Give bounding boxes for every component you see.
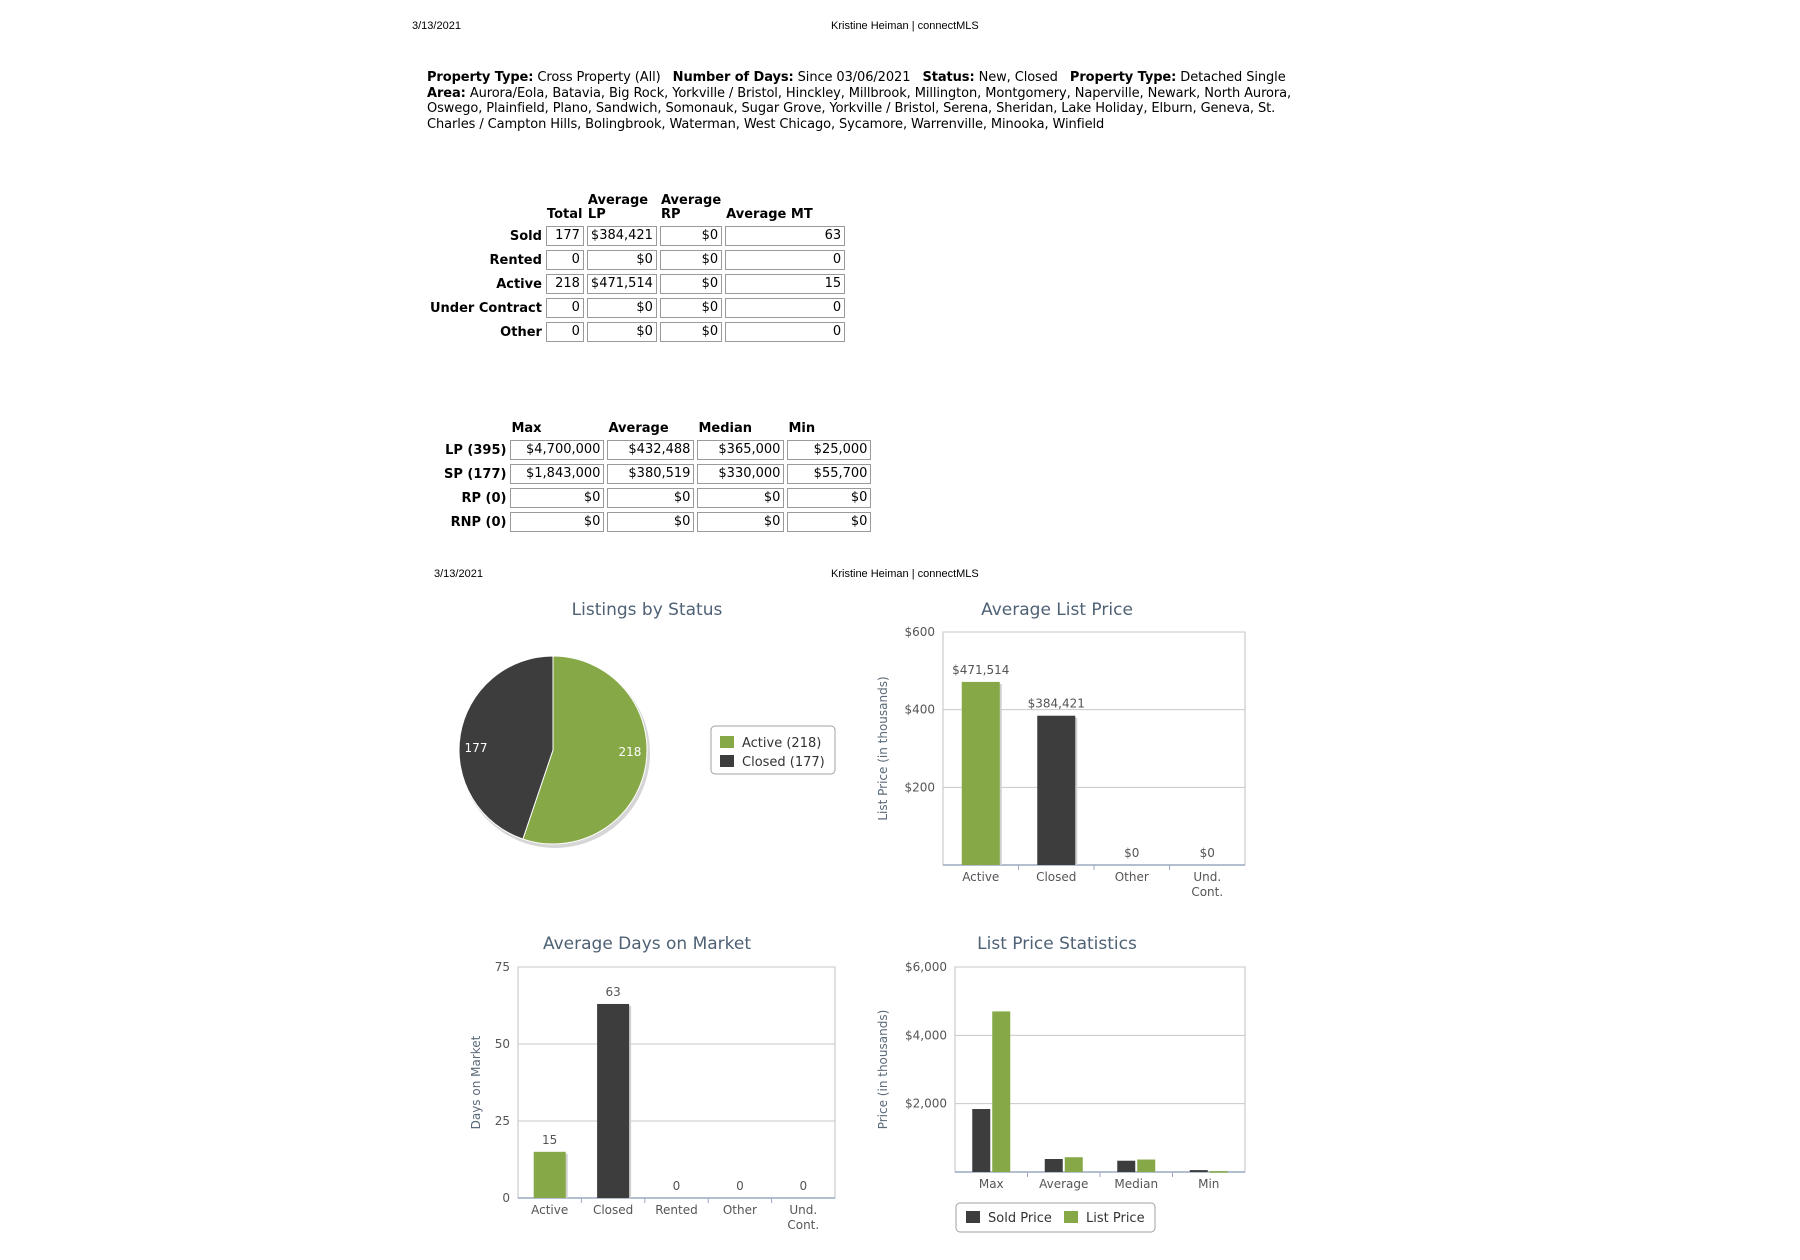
- table-cell: $55,700: [787, 464, 871, 484]
- table-cell: 0: [725, 322, 845, 342]
- x-tick-label: Und. Cont.: [787, 1203, 820, 1232]
- criteria-value: Detached Single: [1180, 70, 1286, 85]
- x-tick-label: Min: [1198, 1177, 1220, 1191]
- table-cell: $330,000: [697, 464, 784, 484]
- table-cell: $365,000: [697, 440, 784, 460]
- legend-swatch: [1064, 1211, 1078, 1223]
- x-tick-label: Median: [1114, 1177, 1159, 1191]
- criteria-value: Cross Property (All): [537, 70, 661, 85]
- table-cell: $1,843,000: [510, 464, 604, 484]
- table-cell: 177: [546, 226, 584, 246]
- data-label: 15: [542, 1132, 558, 1147]
- bar: [1045, 1159, 1063, 1172]
- y-tick-label: $200: [904, 780, 935, 795]
- y-tick-label: $600: [904, 625, 935, 639]
- pie-label: 177: [464, 741, 488, 756]
- y-tick-label: 50: [494, 1037, 510, 1051]
- legend-label: List Price: [1086, 1211, 1145, 1226]
- row-label: Other: [500, 324, 542, 340]
- data-label: $384,421: [1027, 696, 1085, 711]
- column-header: Average: [608, 421, 669, 436]
- table-cell: $471,514: [587, 274, 657, 294]
- data-label: 63: [605, 984, 621, 999]
- page1-date: 3/13/2021: [412, 20, 461, 32]
- data-label: 0: [799, 1179, 808, 1193]
- row-label: SP (177): [444, 466, 507, 482]
- bar: [992, 1011, 1010, 1172]
- x-tick-label: Average: [1039, 1177, 1089, 1191]
- table-cell: $0: [587, 298, 657, 318]
- x-tick-label: Und. Cont.: [1191, 870, 1224, 899]
- table-cell: $0: [697, 488, 784, 508]
- x-tick-label: Rented: [655, 1203, 698, 1217]
- chart-title: Average Days on Market: [542, 934, 752, 954]
- bar: [972, 1109, 990, 1172]
- table-cell: $384,421: [587, 226, 657, 246]
- listings-by-status-chart: [459, 600, 835, 848]
- average-days-on-market-chart: [469, 934, 835, 1232]
- pie-legend: [711, 726, 835, 774]
- table-cell: 63: [725, 226, 845, 246]
- x-tick-label: Max: [978, 1177, 1004, 1191]
- table-cell: 0: [546, 250, 584, 270]
- column-header: Average LP: [587, 193, 649, 222]
- data-label: $0: [1124, 846, 1140, 860]
- table-cell: $380,519: [607, 464, 694, 484]
- x-tick-label: Closed: [1036, 870, 1077, 884]
- bar: [534, 1152, 566, 1198]
- bar: [1065, 1157, 1083, 1172]
- y-tick-label: $6,000: [905, 960, 947, 974]
- table-cell: $0: [660, 298, 722, 318]
- table-cell: $0: [510, 488, 604, 508]
- table-cell: 15: [725, 274, 845, 294]
- criteria-value: Since 03/06/2021: [797, 70, 911, 85]
- data-label: $0: [1199, 846, 1215, 860]
- table-cell: $0: [510, 512, 604, 532]
- column-header: Average MT: [726, 207, 813, 222]
- data-label: $471,514: [952, 662, 1010, 677]
- column-header: Average RP: [660, 193, 722, 222]
- list-price-statistics-chart: [876, 934, 1245, 1232]
- legend-swatch: [720, 755, 734, 767]
- table-cell: 0: [725, 250, 845, 270]
- x-tick-label: Active: [962, 870, 1000, 884]
- y-axis-label: Price (in thousands): [876, 1009, 890, 1130]
- table-cell: $0: [660, 322, 722, 342]
- y-tick-label: $2,000: [905, 1096, 947, 1111]
- row-label: Sold: [509, 228, 542, 244]
- criteria-label: Property Type:: [427, 70, 534, 85]
- bar: [1037, 716, 1075, 865]
- table-cell: $0: [587, 250, 657, 270]
- table-cell: 0: [546, 298, 584, 318]
- bar: [1137, 1160, 1155, 1172]
- legend-swatch: [720, 736, 734, 748]
- y-axis-label: Days on Market: [469, 1035, 483, 1130]
- page2-date: 3/13/2021: [434, 568, 483, 580]
- legend-swatch: [966, 1211, 980, 1223]
- x-tick-label: Other: [1114, 870, 1149, 884]
- price-stats-legend: [956, 1203, 1155, 1232]
- criteria-label: Property Type:: [1069, 70, 1177, 85]
- criteria-label: Status:: [922, 70, 975, 85]
- legend-label: Closed (177): [742, 755, 825, 770]
- legend-label: Sold Price: [988, 1211, 1052, 1226]
- table-cell: $0: [607, 488, 694, 508]
- y-tick-label: 75: [494, 960, 510, 974]
- table-cell: $0: [660, 226, 722, 246]
- table-cell: $0: [697, 512, 784, 532]
- bar: [962, 682, 1000, 865]
- page2-header: Kristine Heiman | connectMLS: [831, 568, 979, 580]
- x-tick-label: Active: [531, 1203, 569, 1217]
- page1-header: Kristine Heiman | connectMLS: [831, 20, 979, 32]
- table-cell: $0: [787, 488, 871, 508]
- y-axis-label: List Price (in thousands): [876, 676, 890, 821]
- bar: [597, 1004, 629, 1198]
- row-label: Under Contract: [430, 300, 542, 316]
- table-cell: $432,488: [607, 440, 694, 460]
- column-header: Median: [698, 421, 752, 436]
- y-tick-label: 25: [494, 1114, 510, 1128]
- table-cell: 218: [546, 274, 584, 294]
- y-tick-label: 0: [502, 1191, 510, 1205]
- table-cell: $0: [660, 250, 722, 270]
- column-header: Total: [546, 207, 583, 222]
- bar: [1190, 1170, 1208, 1172]
- table-cell: $0: [587, 322, 657, 342]
- column-header: Max: [511, 421, 542, 436]
- y-tick-label: $400: [904, 702, 935, 717]
- row-label: Rented: [489, 252, 542, 268]
- table-cell: $25,000: [787, 440, 871, 460]
- row-label: RNP (0): [450, 514, 507, 530]
- pie-label: 218: [618, 744, 642, 759]
- table-cell: $0: [787, 512, 871, 532]
- chart-title: Average List Price: [981, 600, 1133, 620]
- average-list-price-chart: [876, 600, 1245, 899]
- legend-label: Active (218): [742, 736, 822, 751]
- data-label: 0: [736, 1179, 744, 1193]
- row-label: RP (0): [461, 490, 507, 506]
- chart-title: Listings by Status: [571, 600, 723, 620]
- criteria-value: Aurora/Eola, Batavia, Big Rock, Yorkville / Bristol, Hinckley, Millbrook, Millington, Montgomery, Naperville, Newark, North Aurora, Oswego, Plainfield, Plano, Sandwich, Somonauk, Sugar Grove, Yorkville / Bristol, Serena, Sheridan, Lake Holiday, Elburn, Geneva, St. Charles / Campton Hills, Bolingbrook, Waterman, West Chicago, Sycamore, Warrenville, Minooka, Winfield: [427, 85, 1292, 132]
- criteria-label: Area:: [427, 85, 466, 101]
- row-label: Active: [496, 276, 542, 292]
- x-tick-label: Closed: [592, 1203, 634, 1217]
- chart-title: List Price Statistics: [977, 934, 1137, 954]
- table-cell: $0: [660, 274, 722, 294]
- y-tick-label: $4,000: [905, 1028, 947, 1043]
- x-tick-label: Other: [722, 1203, 757, 1217]
- criteria-value: New, Closed: [978, 70, 1058, 85]
- column-header: Min: [788, 421, 816, 436]
- data-label: 0: [672, 1179, 681, 1193]
- table-cell: 0: [546, 322, 584, 342]
- table-cell: $4,700,000: [510, 440, 604, 460]
- table-cell: 0: [725, 298, 845, 318]
- criteria-label: Number of Days:: [672, 70, 794, 85]
- row-label: LP (395): [445, 442, 507, 458]
- bar: [1210, 1171, 1228, 1173]
- table-cell: $0: [607, 512, 694, 532]
- bar: [1117, 1161, 1135, 1172]
